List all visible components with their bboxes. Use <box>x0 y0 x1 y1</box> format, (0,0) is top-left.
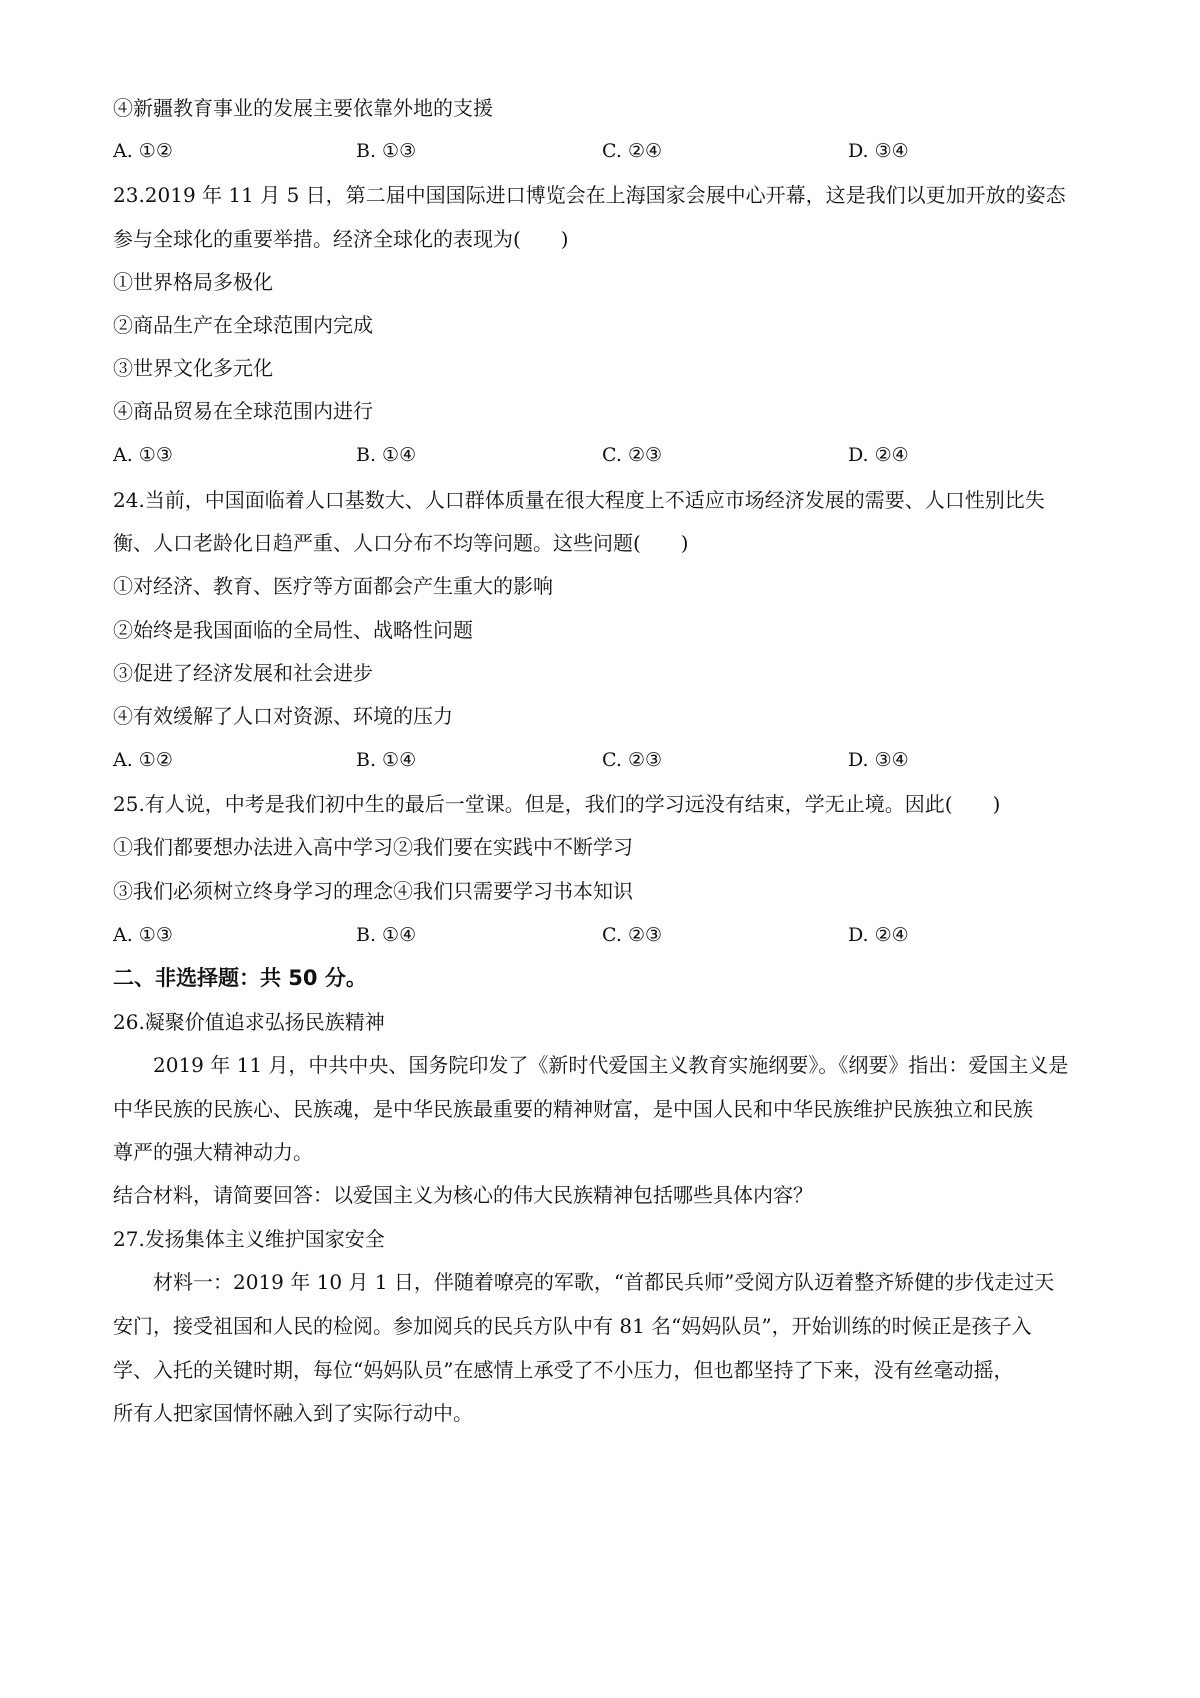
q23-stem-line-1: 23.2019 年 11 月 5 日，第二届中国国际进口博览会在上海国家会展中心开幕，这是我们以更加开放的姿态 <box>113 183 1066 207</box>
q22-option-b: B. ①③ <box>356 140 417 162</box>
q25-item-line-1: ①我们都要想办法进入高中学习②我们要在实践中不断学习 <box>113 835 633 859</box>
q27-material-line-2: 安门，接受祖国和人民的检阅。参加阅兵的民兵方队中有 81 名“妈妈队员”，开始训练的时候正是孩子入 <box>113 1314 1032 1338</box>
section-2-heading: 二、非选择题：共 50 分。 <box>113 966 367 990</box>
q23-option-d: D. ②④ <box>848 444 909 466</box>
q24-option-b: B. ①④ <box>356 749 417 771</box>
q24-stem-line-1: 24.当前，中国面临着人口基数大、人口群体质量在很大程度上不适应市场经济发展的需要、人口性别比失 <box>113 488 1045 512</box>
q24-option-d: D. ③④ <box>848 749 909 771</box>
q25-option-c: C. ②③ <box>602 924 663 946</box>
q22-option-c: C. ②④ <box>602 140 663 162</box>
q24-item-3: ③促进了经济发展和社会进步 <box>113 661 373 685</box>
q26-question: 结合材料，请简要回答：以爱国主义为核心的伟大民族精神包括哪些具体内容？ <box>113 1183 813 1207</box>
q26-material-line-2: 中华民族的民族心、民族魂，是中华民族最重要的精神财富，是中国人民和中华民族维护民族独立和民族 <box>113 1097 1033 1121</box>
q25-option-a: A. ①③ <box>113 924 173 946</box>
q23-item-1: ①世界格局多极化 <box>113 270 273 294</box>
q27-material-line-1: 材料一：2019 年 10 月 1 日，伴随着嘹亮的军歌，“首都民兵师”受阅方队迈着整齐矫健的步伐走过天 <box>153 1270 1055 1294</box>
q23-item-4: ④商品贸易在全球范围内进行 <box>113 399 373 423</box>
q26-title: 26.凝聚价值追求弘扬民族精神 <box>113 1010 385 1034</box>
q24-option-c: C. ②③ <box>602 749 663 771</box>
q23-option-b: B. ①④ <box>356 444 417 466</box>
q27-title: 27.发扬集体主义维护国家安全 <box>113 1227 385 1251</box>
q23-stem-line-2: 参与全球化的重要举措。经济全球化的表现为( ) <box>113 227 569 251</box>
q26-material-line-1: 2019 年 11 月，中共中央、国务院印发了《新时代爱国主义教育实施纲要》。《纲要》指出：爱国主义是 <box>153 1053 1069 1077</box>
q25-option-d: D. ②④ <box>848 924 909 946</box>
q23-option-c: C. ②③ <box>602 444 663 466</box>
q22-option-d: D. ③④ <box>848 140 909 162</box>
q23-item-2: ②商品生产在全球范围内完成 <box>113 313 373 337</box>
q24-item-1: ①对经济、教育、医疗等方面都会产生重大的影响 <box>113 574 553 598</box>
q27-material-line-3: 学、入托的关键时期，每位“妈妈队员”在感情上承受了不小压力，但也都坚持了下来，没有丝毫动摇， <box>113 1358 1014 1382</box>
q25-option-b: B. ①④ <box>356 924 417 946</box>
q24-item-2: ②始终是我国面临的全局性、战略性问题 <box>113 618 473 642</box>
q24-stem-line-2: 衡、人口老龄化日趋严重、人口分布不均等问题。这些问题( ) <box>113 531 689 555</box>
q24-item-4: ④有效缓解了人口对资源、环境的压力 <box>113 704 453 728</box>
q22-option-a: A. ①② <box>113 140 173 162</box>
q22-item-4: ④新疆教育事业的发展主要依靠外地的支援 <box>113 96 493 120</box>
q27-material-line-4: 所有人把家国情怀融入到了实际行动中。 <box>113 1401 473 1425</box>
q25-item-line-2: ③我们必须树立终身学习的理念④我们只需要学习书本知识 <box>113 879 633 903</box>
q23-option-a: A. ①③ <box>113 444 173 466</box>
q23-item-3: ③世界文化多元化 <box>113 356 273 380</box>
q24-option-a: A. ①② <box>113 749 173 771</box>
q26-material-line-3: 尊严的强大精神动力。 <box>113 1140 313 1164</box>
q25-stem-line-1: 25.有人说，中考是我们初中生的最后一堂课。但是，我们的学习远没有结束，学无止境。因此( ) <box>113 792 1001 816</box>
